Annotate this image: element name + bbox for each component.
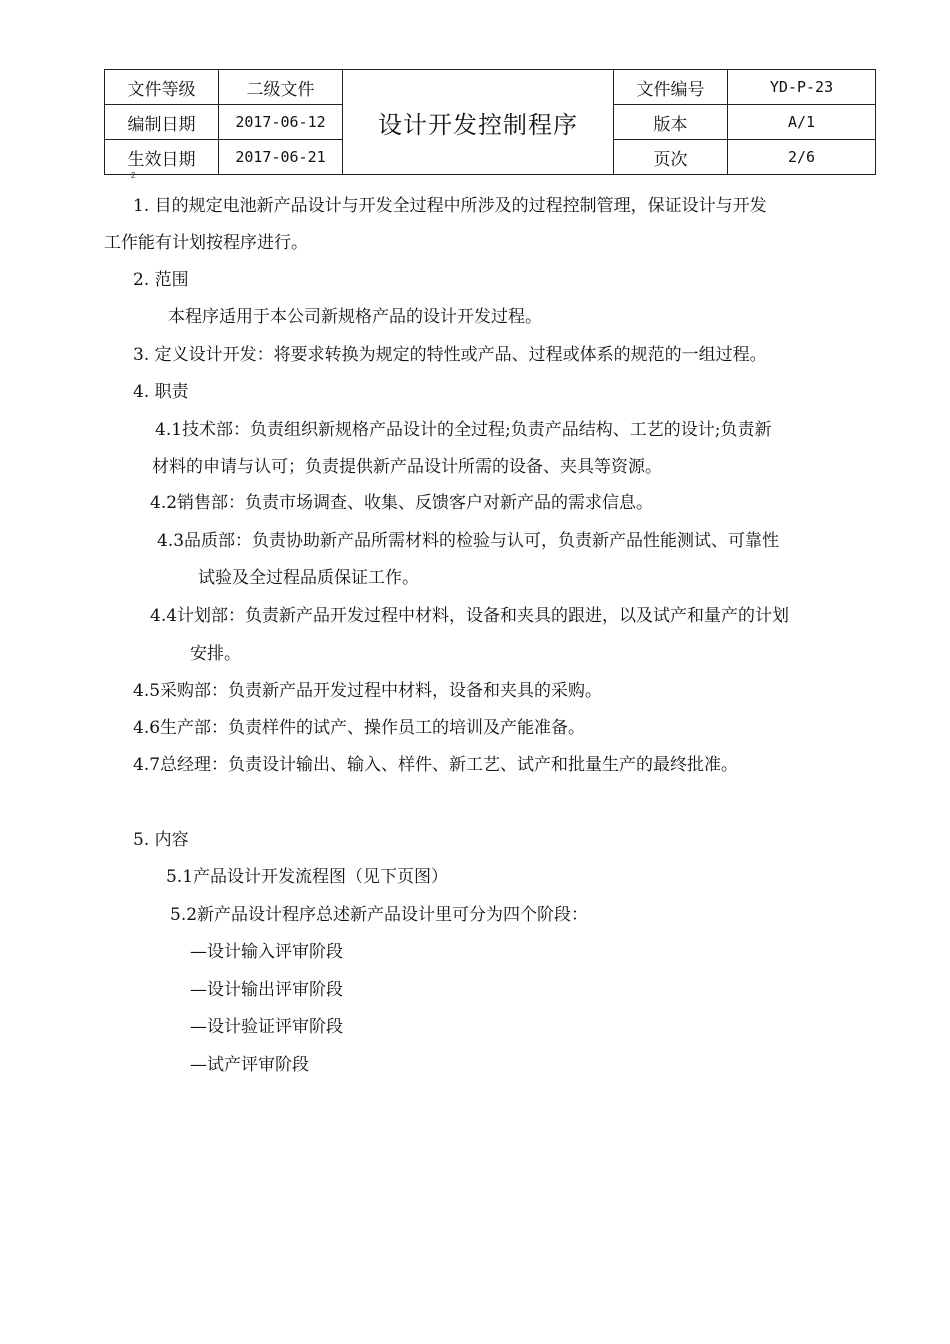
- docno-label: 文件编号: [614, 70, 728, 105]
- section-4-4-line-1: 4.4计划部：负责新产品开发过程中材料，设备和夹具的跟进，以及试产和量产的计划: [150, 606, 790, 626]
- section-5-1: 5.1产品设计开发流程图（见下页图）: [166, 867, 449, 887]
- page-label: 页次: [614, 140, 728, 175]
- section-1-purpose-line-2: 工作能有计划按程序进行。: [104, 233, 308, 253]
- level-value: 二级文件: [219, 70, 343, 105]
- stage-design-output-review: —设计输出评审阶段: [190, 980, 343, 1000]
- section-2-heading: 2. 范围: [133, 270, 189, 290]
- section-4-1-line-1: 4.1技术部：负责组织新规格产品设计的全过程;负责产品结构、工艺的设计;负责新: [155, 420, 772, 440]
- section-4-3-line-1: 4.3品质部：负责协助新产品所需材料的检验与认可，负责新产品性能测试、可靠性: [157, 531, 780, 551]
- section-4-7: 4.7总经理：负责设计输出、输入、样件、新工艺、试产和批量生产的最终批准。: [133, 755, 739, 775]
- docno-value: YD-P-23: [728, 70, 876, 105]
- section-4-6: 4.6生产部：负责样件的试产、操作员工的培训及产能准备。: [133, 718, 586, 738]
- date-value: 2017-06-12: [219, 105, 343, 140]
- section-5-2: 5.2新产品设计程序总述新产品设计里可分为四个阶段：: [170, 905, 589, 925]
- section-4-5: 4.5采购部：负责新产品开发过程中材料，设备和夹具的采购。: [133, 681, 603, 701]
- document-title: 设计开发控制程序: [343, 70, 614, 175]
- section-4-3-line-2: 试验及全过程品质保证工作。: [198, 568, 419, 588]
- section-4-2: 4.2销售部：负责市场调查、收集、反馈客户对新产品的需求信息。: [150, 493, 654, 513]
- section-5-heading: 5. 内容: [133, 830, 189, 850]
- section-3-definition: 3. 定义设计开发：将要求转换为规定的特性或产品、过程或体系的规范的一组过程。: [133, 345, 767, 365]
- section-4-1-line-2: 材料的申请与认可；负责提供新产品设计所需的设备、夹具等资源。: [152, 457, 662, 477]
- page-value: 2/6: [728, 140, 876, 175]
- small-mark: 2: [131, 171, 136, 180]
- date-label: 编制日期: [105, 105, 219, 140]
- stage-trial-production-review: —试产评审阶段: [190, 1055, 309, 1075]
- section-4-4-line-2: 安排。: [190, 644, 241, 664]
- stage-design-verification-review: —设计验证评审阶段: [190, 1017, 343, 1037]
- level-label: 文件等级: [105, 70, 219, 105]
- version-label: 版本: [614, 105, 728, 140]
- effective-label: 生效日期: [105, 140, 219, 175]
- section-1-purpose-line-1: 1. 目的规定电池新产品设计与开发全过程中所涉及的过程控制管理，保证设计与开发: [133, 196, 767, 216]
- stage-design-input-review: —设计输入评审阶段: [190, 942, 343, 962]
- effective-value: 2017-06-21: [219, 140, 343, 175]
- version-value: A/1: [728, 105, 876, 140]
- section-2-scope: 本程序适用于本公司新规格产品的设计开发过程。: [168, 307, 542, 327]
- document-header-table: [104, 69, 876, 175]
- section-4-heading: 4. 职责: [133, 382, 189, 402]
